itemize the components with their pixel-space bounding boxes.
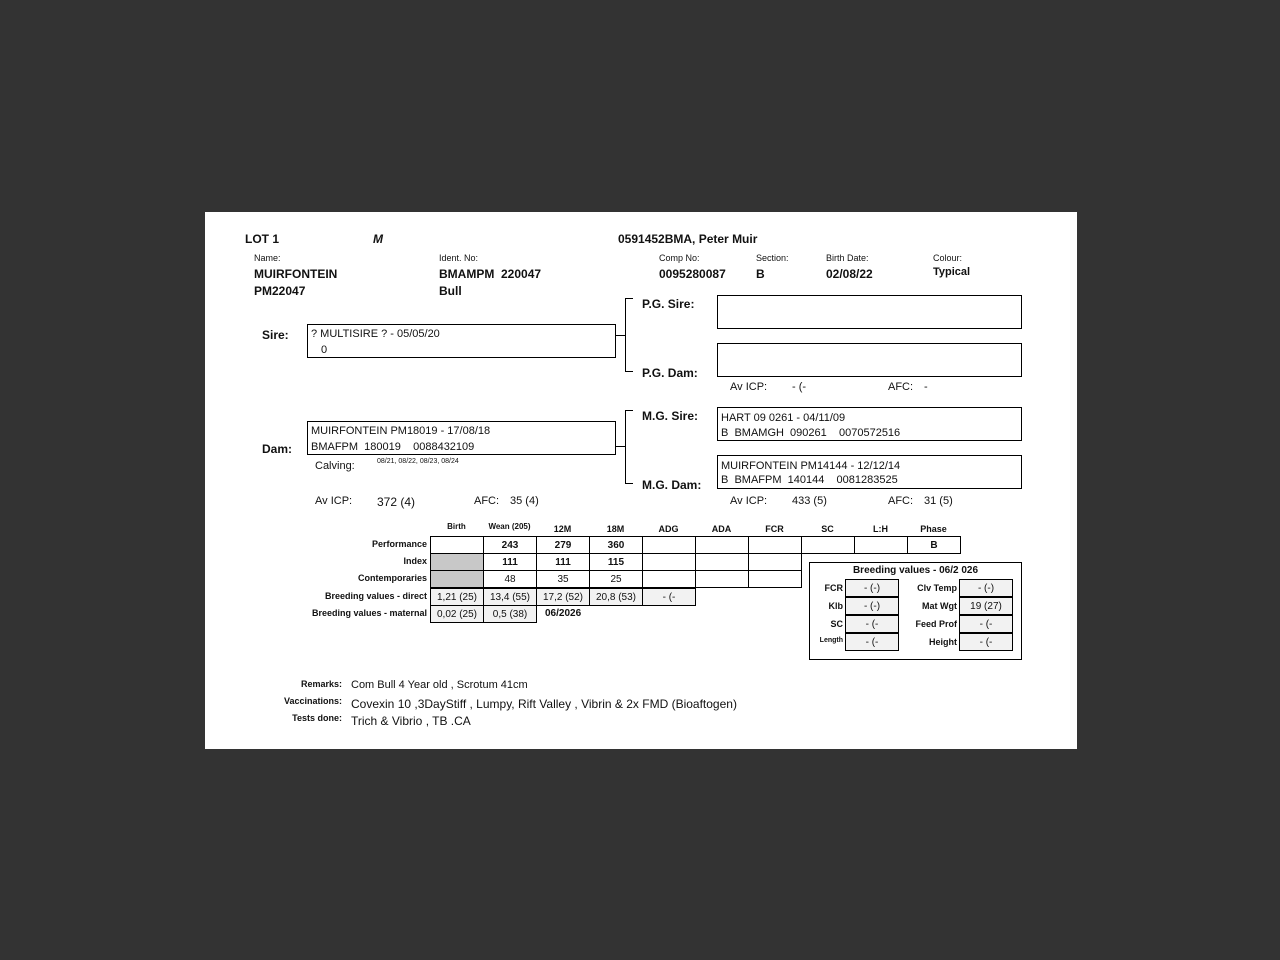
- birth-date-label: Birth Date:: [826, 253, 869, 263]
- bv-left-value: - (-): [845, 579, 899, 597]
- dam-bracket-top: [625, 410, 633, 411]
- performance-row-cell: [695, 536, 749, 554]
- mg-dam-label: M.G. Dam:: [642, 478, 702, 492]
- breeder-name: 0591452BMA, Peter Muir: [618, 232, 758, 246]
- dam-line1: MUIRFONTEIN PM18019 - 17/08/18: [311, 425, 491, 437]
- contemporaries-row-cell: [695, 570, 749, 588]
- contemporaries-row-cell: 25: [589, 570, 643, 588]
- sire-box: [307, 324, 616, 358]
- performance-row-cell: [854, 536, 908, 554]
- performance-row-cell: 243: [483, 536, 537, 554]
- bv-left-value: - (-: [845, 633, 899, 651]
- ident-label: Ident. No:: [439, 253, 479, 263]
- column-header: Birth: [447, 522, 466, 531]
- pg-dam-box: [717, 343, 1022, 377]
- sire-bracket-top: [625, 298, 633, 299]
- bv-left-label: SC: [830, 619, 843, 629]
- bv-maternal-row-cell: 0,02 (25): [430, 605, 484, 623]
- column-header: FCR: [765, 524, 784, 534]
- p-afc-value: -: [924, 381, 928, 393]
- ident-value: BMAMPM 220047: [439, 267, 542, 281]
- tests-value: Trich & Vibrio , TB .CA: [351, 714, 471, 728]
- comp-label: Comp No:: [659, 253, 700, 263]
- tests-label: Tests done:: [292, 713, 342, 723]
- pg-sire-box: [717, 295, 1022, 329]
- section-label: Section:: [756, 253, 789, 263]
- bv-right-label: Feed Prof: [915, 619, 957, 629]
- bv-direct-row-cell: 1,21 (25): [430, 588, 484, 606]
- bv-date: 06/2026: [545, 608, 582, 619]
- mg-sire-box: [717, 407, 1022, 441]
- bv-right-value: - (-: [959, 615, 1013, 633]
- performance-row-cell: [642, 536, 696, 554]
- bv-direct-row-cell: 13,4 (55): [483, 588, 537, 606]
- sex-mark: M: [373, 232, 383, 246]
- bv-right-value: - (-: [959, 633, 1013, 651]
- mg-dam-box: [717, 455, 1022, 489]
- performance-row-label: Performance: [371, 539, 427, 549]
- calving-label: Calving:: [315, 460, 355, 472]
- calving-dates: 08/21, 08/22, 08/23, 08/24: [377, 458, 459, 465]
- p-afc-label: AFC:: [888, 381, 914, 393]
- contemporaries-row-cell: 35: [536, 570, 590, 588]
- name-label: Name:: [254, 253, 281, 263]
- index-row-cell: [748, 553, 802, 571]
- bv-right-value: 19 (27): [959, 597, 1013, 615]
- colour-value: Typical: [933, 266, 971, 278]
- lot-number: LOT 1: [245, 232, 280, 246]
- bv-maternal-row-label: Breeding values - maternal: [311, 608, 427, 618]
- mg-sire-line1: HART 09 0261 - 04/11/09: [721, 412, 846, 424]
- pg-dam-label: P.G. Dam:: [642, 366, 698, 380]
- column-header: 18M: [606, 524, 625, 534]
- contemporaries-row-cell: [430, 570, 484, 588]
- animal-name-line2: PM22047: [254, 284, 306, 298]
- bv-left-label: Klb: [828, 601, 843, 611]
- comp-value: 0095280087: [659, 267, 726, 281]
- dam-box: [307, 421, 616, 455]
- breeding-values-box: [809, 562, 1022, 660]
- dam-line2: BMAFPM 180019 0088432109: [311, 441, 475, 453]
- vaccinations-label: Vaccinations:: [283, 696, 342, 706]
- section-value: B: [756, 267, 765, 281]
- sire-connector: [616, 335, 625, 336]
- bv-direct-row-cell: 17,2 (52): [536, 588, 590, 606]
- sire-bracket: [625, 298, 626, 372]
- animal-type: Bull: [439, 284, 462, 298]
- birth-date-value: 02/08/22: [826, 267, 873, 281]
- bv-left-label: Length: [819, 637, 843, 644]
- index-row-cell: [430, 553, 484, 571]
- bv-direct-row-label: Breeding values - direct: [324, 591, 427, 601]
- sire-label: Sire:: [262, 328, 289, 342]
- performance-row-cell: [748, 536, 802, 554]
- contemporaries-row-label: Contemporaries: [357, 573, 427, 583]
- animal-name-line1: MUIRFONTEIN: [254, 267, 338, 281]
- breeding-values-title: Breeding values - 06/2 026: [852, 565, 979, 576]
- p-av-icp-label: Av ICP:: [730, 381, 768, 393]
- m-av-icp-value: 433 (5): [792, 495, 827, 507]
- performance-row-cell: [430, 536, 484, 554]
- performance-row-cell: B: [907, 536, 961, 554]
- index-row-cell: [695, 553, 749, 571]
- column-header: ADA: [711, 524, 732, 534]
- contemporaries-row-cell: [642, 570, 696, 588]
- dam-av-icp-value: 372 (4): [377, 495, 416, 509]
- bv-right-label: Mat Wgt: [922, 601, 957, 611]
- dam-bracket-bottom: [625, 483, 633, 484]
- index-row-cell: [642, 553, 696, 571]
- index-row-cell: 111: [483, 553, 537, 571]
- bv-right-label: Clv Temp: [917, 583, 957, 593]
- index-row-cell: 111: [536, 553, 590, 571]
- bv-left-value: - (-): [845, 597, 899, 615]
- dam-bracket: [625, 410, 626, 484]
- dam-label: Dam:: [262, 442, 293, 456]
- dam-afc-label: AFC:: [474, 495, 500, 507]
- mg-sire-line2: B BMAMGH 090261 0070572516: [721, 427, 901, 439]
- sire-line2: 0: [321, 344, 328, 356]
- bv-left-value: - (-: [845, 615, 899, 633]
- contemporaries-row-cell: 48: [483, 570, 537, 588]
- p-av-icp-value: - (-: [792, 381, 807, 393]
- column-header: Wean (205): [488, 522, 531, 531]
- performance-row-cell: 360: [589, 536, 643, 554]
- column-header: SC: [821, 524, 834, 534]
- performance-row-cell: [801, 536, 855, 554]
- dam-afc-value: 35 (4): [510, 495, 539, 507]
- mg-dam-line1: MUIRFONTEIN PM14144 - 12/12/14: [721, 460, 901, 472]
- bv-right-label: Height: [929, 637, 957, 647]
- remarks-value: Com Bull 4 Year old , Scrotum 41cm: [351, 679, 528, 691]
- bv-right-value: - (-): [959, 579, 1013, 597]
- index-row-cell: 115: [589, 553, 643, 571]
- m-afc-label: AFC:: [888, 495, 914, 507]
- m-av-icp-label: Av ICP:: [730, 495, 768, 507]
- colour-label: Colour:: [933, 253, 963, 263]
- column-header: 12M: [553, 524, 572, 534]
- index-row-label: Index: [403, 556, 427, 566]
- vaccinations-value: Covexin 10 ,3DayStiff , Lumpy, Rift Valley , Vibrin & 2x FMD (Bioaftogen): [351, 697, 737, 711]
- column-header: L:H: [873, 524, 888, 534]
- pg-sire-label: P.G. Sire:: [642, 297, 695, 311]
- mg-sire-label: M.G. Sire:: [642, 409, 699, 423]
- bv-direct-row-cell: - (-: [642, 588, 696, 606]
- lot-sheet: [205, 212, 1077, 749]
- dam-connector: [616, 446, 625, 447]
- column-header: Phase: [920, 524, 947, 534]
- sire-line1: ? MULTISIRE ? - 05/05/20: [311, 328, 440, 340]
- remarks-label: Remarks:: [300, 679, 342, 689]
- column-header: ADG: [658, 524, 679, 534]
- performance-row-cell: 279: [536, 536, 590, 554]
- bv-maternal-row-cell: 0,5 (38): [483, 605, 537, 623]
- sire-bracket-bottom: [625, 371, 633, 372]
- bv-left-label: FCR: [824, 583, 843, 593]
- dam-av-icp-label: Av ICP:: [315, 495, 353, 507]
- mg-dam-line2: B BMAFPM 140144 0081283525: [721, 474, 898, 486]
- m-afc-value: 31 (5): [924, 495, 953, 507]
- bv-direct-row-cell: 20,8 (53): [589, 588, 643, 606]
